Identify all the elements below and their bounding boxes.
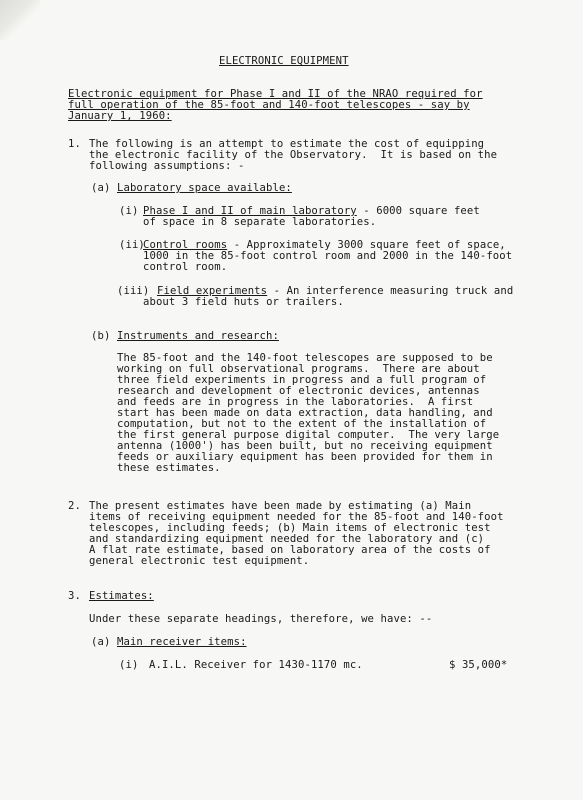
section-1b-line-4: research and development of electronic devices, antennas [117, 385, 480, 397]
section-1b-line-3: three field experiments in progress and a full program of [117, 374, 487, 386]
section-3-heading: Estimates: [89, 590, 154, 602]
item-1a-i-heading: Phase I and II of main laboratory [143, 205, 357, 217]
section-1b-line-5: and feeds are in progress in the laboratories. A first [117, 396, 474, 408]
intro-line-1: Electronic equipment for Phase I and II of the NRAO required for [68, 88, 483, 100]
section-1b-line-7: computation, but not to the extent of the installation of [117, 418, 487, 430]
section-2-number: 2. [68, 500, 81, 512]
section-2-line-6: general electronic test equipment. [89, 555, 310, 567]
section-1b-line-6: start has been made on data extraction, data handling, and [117, 407, 493, 419]
intro-line-2: full operation of the 85-foot and 140-foot telescopes - say by [68, 99, 470, 111]
section-1b-line-9: antenna (1000') has been built, but no receiving equipment [117, 440, 493, 452]
section-1-number: 1. [68, 138, 81, 150]
section-2-line-1: The present estimates have been made by estimating (a) Main [89, 500, 472, 512]
section-1-line-3: following assumptions: - [89, 160, 245, 172]
item-1a-iii-label: (iii) [117, 285, 150, 297]
item-3a-i-amount: $ 35,000* [449, 659, 508, 671]
item-3a-i-text: A.I.L. Receiver for 1430-1170 mc. [149, 659, 363, 671]
section-1b-line-11: these estimates. [117, 462, 221, 474]
section-1-line-2: the electronic facility of the Observatory. It is based on the [89, 149, 498, 161]
item-3a-i-label: (i) [119, 659, 139, 671]
item-1a-iii-line-2: about 3 field huts or trailers. [143, 296, 344, 308]
section-3a-heading: Main receiver items: [117, 636, 247, 648]
section-3a-label: (a) [91, 636, 111, 648]
section-3-intro: Under these separate headings, therefore, we have: -- [89, 613, 433, 625]
item-1a-ii-rest: - Approximately 3000 square feet of space, [227, 239, 506, 251]
section-3-number: 3. [68, 590, 81, 602]
item-1a-ii-label: (ii) [119, 239, 145, 251]
section-1a-heading: Laboratory space available: [117, 182, 292, 194]
section-1b-heading: Instruments and research: [117, 330, 279, 342]
intro-line-3: January 1, 1960: [68, 110, 172, 122]
section-1-line-1: The following is an attempt to estimate the cost of equipping [89, 138, 485, 150]
page-corner-shadow [0, 0, 40, 40]
section-2-line-4: and standardizing equipment needed for the laboratory and (c) [89, 533, 485, 545]
item-1a-iii-rest: - An interference measuring truck and [267, 285, 514, 297]
section-2-line-5: A flat rate estimate, based on laboratory area of the costs of [89, 544, 491, 556]
item-1a-ii-line-2: 1000 in the 85-foot control room and 2000 in the 140-foot [143, 250, 513, 262]
section-1b-line-1: The 85-foot and the 140-foot telescopes are supposed to be [117, 352, 493, 364]
section-1b-line-2: working on full observational programs. There are about [117, 363, 480, 375]
item-1a-iii-heading: Field experiments [157, 285, 268, 297]
item-1a-ii-heading: Control rooms [143, 239, 228, 251]
item-1a-i-label: (i) [119, 205, 139, 217]
section-2-line-2: items of receiving equipment needed for the 85-foot and 140-foot [89, 511, 504, 523]
section-1b-label: (b) [91, 330, 111, 342]
item-1a-ii-line-3: control room. [143, 261, 228, 273]
item-1a-i-rest: - 6000 square feet [356, 205, 480, 217]
section-1b-line-8: the first general purpose digital computer. The very large [117, 429, 500, 441]
section-1b-line-10: feeds or auxiliary equipment has been provided for them in [117, 451, 493, 463]
document-title: ELECTRONIC EQUIPMENT [219, 55, 349, 67]
item-1a-i-line-2: of space in 8 separate laboratories. [143, 216, 377, 228]
section-2-line-3: telescopes, including feeds; (b) Main items of electronic test [89, 522, 491, 534]
section-1a-label: (a) [91, 182, 111, 194]
